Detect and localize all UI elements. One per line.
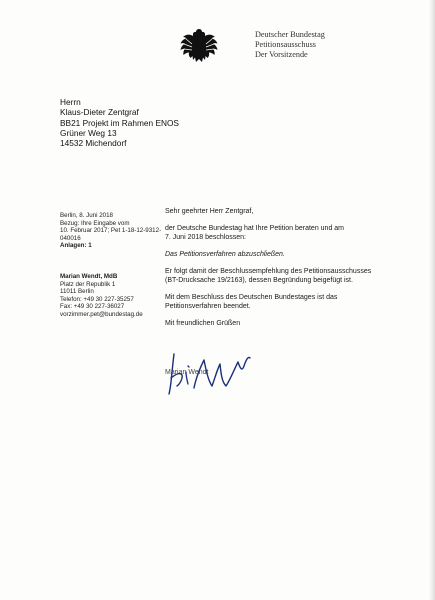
handwritten-signature xyxy=(160,348,270,398)
decision-text: Das Petitionsverfahren abzuschließen. xyxy=(165,251,285,258)
committee-name: Petitionsausschuss xyxy=(255,40,316,49)
recipient-name: Klaus-Dieter Zentgraf xyxy=(60,107,139,118)
reference-line-2: 10. Februar 2017; Pet 1-18-12-9312- xyxy=(60,227,162,235)
recipient-address xyxy=(60,97,179,148)
sender-address-2: 11011 Berlin xyxy=(60,288,94,296)
sender-name: Marian Wendt, MdB xyxy=(60,273,118,280)
role-title: Der Vorsitzende xyxy=(255,50,308,59)
recipient-city: 14532 Michendorf xyxy=(60,138,127,149)
paragraph-1-line-2: 7. Juni 2018 beschlossen: xyxy=(165,234,246,241)
letter-date: Berlin, 8. Juni 2018 xyxy=(60,212,113,219)
reference-line-1: Bezug: Ihre Eingabe vom xyxy=(60,219,130,227)
letterhead xyxy=(255,30,325,60)
paragraph-3-line-2: Petitionsverfahren beendet. xyxy=(165,303,251,310)
paragraph-2-line-2: (BT-Drucksache 19/2163), dessen Begründung beigefügt ist. xyxy=(165,277,353,284)
sender-block xyxy=(60,273,164,319)
letter-meta xyxy=(60,212,164,250)
paragraph-3-line-1: Mit dem Beschluss des Deutschen Bundestages ist das xyxy=(165,294,338,301)
page-edge-shadow xyxy=(429,0,435,600)
recipient-salutation: Herrn xyxy=(60,97,81,107)
attachments-count: Anlagen: 1 xyxy=(60,242,92,250)
paragraph-2-line-1: Er folgt damit der Beschlussempfehlung des Petitionsausschusses xyxy=(165,268,372,275)
sender-email: vorzimmer.pet@bundestag.de xyxy=(60,310,143,318)
sender-fax: Fax: +49 30 227-36027 xyxy=(60,303,125,311)
closing: Mit freundlichen Grüßen xyxy=(165,320,241,327)
sender-address-1: Platz der Republik 1 xyxy=(60,280,116,288)
signature-name: Marian Wendt xyxy=(165,369,209,376)
federal-eagle-icon xyxy=(178,26,220,66)
letter-body xyxy=(165,207,415,328)
recipient-project: BB21 Projekt im Rahmen ENOS xyxy=(60,117,179,128)
paragraph-1-line-1: der Deutsche Bundestag hat Ihre Petition beraten und am xyxy=(165,225,345,232)
recipient-street: Grüner Weg 13 xyxy=(60,127,117,138)
reference-line-3: 040016 xyxy=(60,234,81,242)
sender-phone: Telefon: +49 30 227-35257 xyxy=(60,295,134,303)
org-name: Deutscher Bundestag xyxy=(255,30,325,39)
greeting: Sehr geehrter Herr Zentgraf, xyxy=(165,208,254,215)
